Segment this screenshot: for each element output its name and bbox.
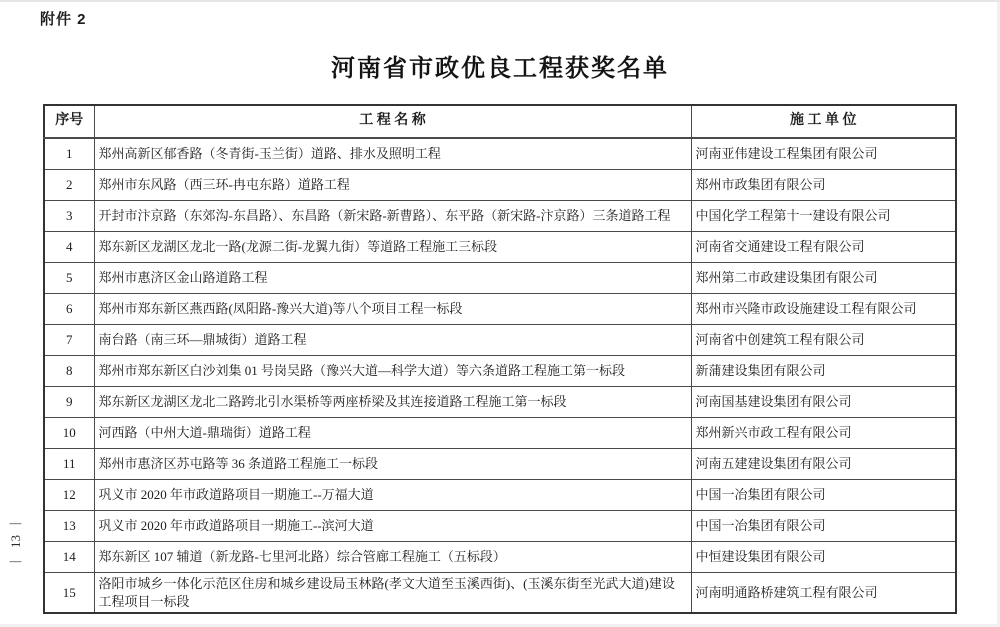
table-row bbox=[44, 325, 956, 356]
company-name-cell: 河南国基建设集团有限公司 bbox=[691, 387, 956, 418]
table-row bbox=[44, 263, 956, 294]
company-name-cell: 郑州市兴隆市政设施建设工程有限公司 bbox=[691, 294, 956, 325]
company-name-cell: 中国一冶集团有限公司 bbox=[691, 480, 956, 511]
column-header-company: 施 工 单 位 bbox=[691, 105, 956, 138]
row-index-cell: 3 bbox=[44, 201, 94, 232]
table-row bbox=[44, 449, 956, 480]
row-index-cell: 15 bbox=[44, 573, 94, 614]
page-number bbox=[4, 493, 26, 589]
project-name-cell: 郑州市郑东新区燕西路(凤阳路-豫兴大道)等八个项目工程一标段 bbox=[94, 294, 691, 325]
awards-table bbox=[43, 104, 957, 614]
attachment-label: 附件 2 bbox=[40, 11, 87, 28]
table-row bbox=[44, 232, 956, 263]
company-name-cell: 郑州新兴市政工程有限公司 bbox=[691, 418, 956, 449]
row-index-cell: 8 bbox=[44, 356, 94, 387]
company-name-cell: 中国一冶集团有限公司 bbox=[691, 511, 956, 542]
row-index-cell: 12 bbox=[44, 480, 94, 511]
project-name-cell: 郑州市郑东新区白沙刘集 01 号岗吴路（豫兴大道—科学大道）等六条道路工程施工第一标段 bbox=[94, 356, 691, 387]
table-row bbox=[44, 170, 956, 201]
company-name-cell: 河南亚伟建设工程集团有限公司 bbox=[691, 138, 956, 170]
table-row bbox=[44, 542, 956, 573]
company-name-cell: 河南明通路桥建筑工程有限公司 bbox=[691, 573, 956, 614]
table-row bbox=[44, 356, 956, 387]
project-name-cell: 郑州市惠济区苏屯路等 36 条道路工程施工一标段 bbox=[94, 449, 691, 480]
page-title: 河南省市政优良工程获奖名单 bbox=[331, 55, 669, 82]
page-number-value: 13 bbox=[7, 534, 23, 548]
company-name-cell: 新蒲建设集团有限公司 bbox=[691, 356, 956, 387]
row-index-cell: 11 bbox=[44, 449, 94, 480]
project-name-cell: 郑东新区 107 辅道（新龙路-七里河北路）综合管廊工程施工（五标段） bbox=[94, 542, 691, 573]
project-name-cell: 巩义市 2020 年市政道路项目一期施工--滨河大道 bbox=[94, 511, 691, 542]
project-name-cell: 开封市汴京路（东郊沟-东昌路）、东昌路（新宋路-新曹路）、东平路（新宋路-汴京路）三条道路工程 bbox=[94, 201, 691, 232]
project-name-cell: 郑东新区龙湖区龙北一路(龙源二街-龙翼九街）等道路工程施工三标段 bbox=[94, 232, 691, 263]
project-name-cell: 郑东新区龙湖区龙北二路跨北引水渠桥等两座桥梁及其连接道路工程施工第一标段 bbox=[94, 387, 691, 418]
table-body bbox=[44, 138, 956, 613]
company-name-cell: 中国化学工程第十一建设有限公司 bbox=[691, 201, 956, 232]
company-name-cell: 河南省中创建筑工程有限公司 bbox=[691, 325, 956, 356]
column-header-project: 工 程 名 称 bbox=[94, 105, 691, 138]
project-name-cell: 郑州市东风路（西三环-冉屯东路）道路工程 bbox=[94, 170, 691, 201]
table-row bbox=[44, 511, 956, 542]
company-name-cell: 河南省交通建设工程有限公司 bbox=[691, 232, 956, 263]
column-header-index: 序号 bbox=[44, 105, 94, 138]
table-row bbox=[44, 418, 956, 449]
row-index-cell: 9 bbox=[44, 387, 94, 418]
page-number-dash-top: — bbox=[9, 514, 21, 530]
table-row bbox=[44, 573, 956, 614]
project-name-cell: 郑州高新区郁香路（冬青街-玉兰街）道路、排水及照明工程 bbox=[94, 138, 691, 170]
table-row bbox=[44, 294, 956, 325]
page-number-dash-bottom: — bbox=[9, 552, 21, 568]
project-name-cell: 河西路（中州大道-鼎瑞街）道路工程 bbox=[94, 418, 691, 449]
project-name-cell: 洛阳市城乡一体化示范区住房和城乡建设局玉林路(孝文大道至玉溪西街)、(玉溪东街至光武大道)建设工程项目一标段 bbox=[94, 573, 691, 614]
row-index-cell: 5 bbox=[44, 263, 94, 294]
table-row bbox=[44, 138, 956, 170]
company-name-cell: 郑州第二市政建设集团有限公司 bbox=[691, 263, 956, 294]
project-name-cell: 郑州市惠济区金山路道路工程 bbox=[94, 263, 691, 294]
row-index-cell: 6 bbox=[44, 294, 94, 325]
company-name-cell: 中恒建设集团有限公司 bbox=[691, 542, 956, 573]
project-name-cell: 巩义市 2020 年市政道路项目一期施工--万福大道 bbox=[94, 480, 691, 511]
company-name-cell: 郑州市政集团有限公司 bbox=[691, 170, 956, 201]
company-name-cell: 河南五建建设集团有限公司 bbox=[691, 449, 956, 480]
project-name-cell: 南台路（南三环—鼎城街）道路工程 bbox=[94, 325, 691, 356]
table-row bbox=[44, 480, 956, 511]
table-header bbox=[44, 105, 956, 138]
row-index-cell: 4 bbox=[44, 232, 94, 263]
row-index-cell: 2 bbox=[44, 170, 94, 201]
row-index-cell: 10 bbox=[44, 418, 94, 449]
row-index-cell: 7 bbox=[44, 325, 94, 356]
row-index-cell: 14 bbox=[44, 542, 94, 573]
row-index-cell: 1 bbox=[44, 138, 94, 170]
header-row bbox=[44, 105, 956, 138]
table-row bbox=[44, 387, 956, 418]
row-index-cell: 13 bbox=[44, 511, 94, 542]
table-row bbox=[44, 201, 956, 232]
